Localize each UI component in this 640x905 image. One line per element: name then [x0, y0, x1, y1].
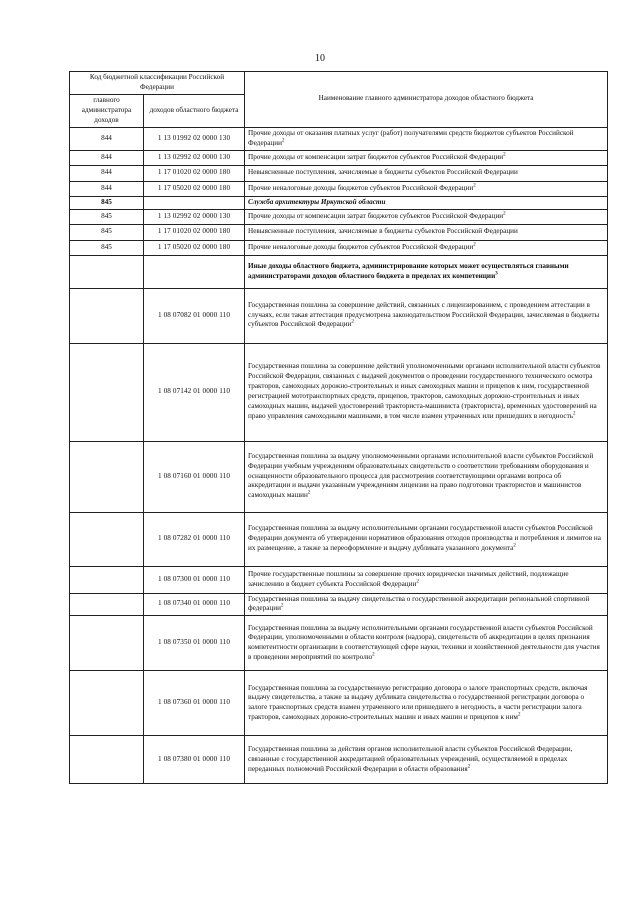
revenue-name-text: Прочие доходы от компенсации затрат бюджетов субъектов Российской Федерации — [248, 211, 504, 220]
footnote-marker: 2 — [372, 652, 375, 658]
table-body — [70, 127, 608, 784]
revenue-name-text: Служба архитектуры Иркутской области — [248, 197, 386, 206]
admin-code-cell: 844 — [70, 181, 144, 196]
revenue-name-text: Прочие доходы от оказания платных услуг (работ) получателями средств бюджетов субъектов Российской Федерации — [248, 128, 574, 147]
admin-code-cell — [70, 441, 144, 512]
revenue-name-cell — [245, 255, 608, 288]
income-code-cell: 1 08 07340 01 0000 110 — [144, 593, 245, 616]
revenue-name-cell — [245, 566, 608, 593]
admin-code-cell — [70, 616, 144, 671]
revenue-name-cell — [245, 127, 608, 150]
revenue-name-text: Государственная пошлина за выдачу исполнительными органами государственной власти субъектов Российской Федерации документа об утверждении нормативов образования отходов производства и потребления и лимитов на их размещение, а также за переоформление и выдачу дубликата указанного документа — [248, 524, 601, 552]
revenue-name-cell — [245, 288, 608, 343]
table-row — [70, 441, 608, 512]
admin-code-cell — [70, 288, 144, 343]
revenue-name-text: Иные доходы областного бюджета, администрирование которых может осуществляться главными администраторами доходов областного бюджета в пределах их компетенции — [248, 261, 569, 280]
income-code-cell: 1 17 05020 02 0000 180 — [144, 181, 245, 196]
footnote-marker: 2 — [280, 604, 284, 610]
table-row — [70, 196, 608, 209]
footnote-marker: 2 — [281, 138, 285, 144]
revenue-name-text: Государственная пошлина за выдачу уполномоченными органами исполнительной власти субъектов Российской Федерации учебным учреждениям образовательных свидетельств о соответствии требованиям оборудования и оснащенности образовательного процесса для рассмотрения соответствующими органами вопроса об аккредитации и выдачи указанным учреждениям лицензии на право подготовки трактористов и машинистов самоходных машин — [248, 451, 594, 500]
revenue-name-text: Государственная пошлина за совершение действий уполномоченными органами исполнительной власти субъектов Российской Федерации, связанных с выдачей документов о проведении государственного технического осмотра тракторов, самоходных дорожно-строительных и иных самоходных машин и прицепов к ним, государственной регистрацией мототранспортных средств, прицепов, тракторов, самоходных дорожно-строительных и иных самоходных машин, выдачей удостоверений тракториста-машиниста (тракториста), временных удостоверений на право управления самоходными машинами, в том числе взамен утраченных или пришедших в негодность — [248, 362, 601, 420]
header-row-group — [70, 72, 608, 95]
header-income-code: доходов областного бюджета — [144, 94, 245, 127]
table-row — [70, 566, 608, 593]
table-row — [70, 150, 608, 165]
table-row — [70, 736, 608, 784]
income-code-cell: 1 13 01992 02 0000 130 — [144, 127, 245, 150]
income-code-cell — [144, 255, 245, 288]
admin-code-cell — [70, 736, 144, 784]
footnote-marker: 2 — [473, 183, 476, 189]
income-code-cell: 1 13 02992 02 0000 130 — [144, 150, 245, 165]
income-code-cell — [144, 196, 245, 209]
footnote-marker: 2 — [573, 411, 576, 417]
revenue-name-cell — [245, 181, 608, 196]
revenue-name-text: Государственная пошлина за государственную регистрацию договора о залоге транспортных средств, включая выдачу свидетельства, а также за выдачу дубликата свидетельства о государственной регистрации договора о залоге транспортных средств взамен утраченного или пришедшего в негодность, в части регистрации залога тракторов, самоходных дорожно-строительных машин и иных машин и прицепов к ним — [248, 683, 588, 722]
table-row — [70, 165, 608, 181]
income-code-cell: 1 08 07082 01 0000 110 — [144, 288, 245, 343]
admin-code-cell — [70, 566, 144, 593]
income-code-cell: 1 08 07300 01 0000 110 — [144, 566, 245, 593]
table-row — [70, 127, 608, 150]
income-code-cell: 1 13 02992 02 0000 130 — [144, 209, 245, 224]
income-code-cell: 1 17 01020 02 0000 180 — [144, 165, 245, 181]
table-row — [70, 255, 608, 288]
admin-code-cell: 845 — [70, 209, 144, 224]
admin-code-cell — [70, 343, 144, 441]
footnote-marker: 2 — [467, 764, 471, 770]
table-row — [70, 343, 608, 441]
admin-code-cell: 844 — [70, 127, 144, 150]
revenue-name-cell — [245, 441, 608, 512]
footnote-marker: 2 — [503, 211, 506, 217]
admin-code-cell — [70, 255, 144, 288]
revenue-name-cell — [245, 512, 608, 566]
footnote-marker: 2 — [416, 579, 419, 585]
header-admin-code: главного администратора доходов — [70, 94, 144, 127]
income-code-cell: 1 08 07350 01 0000 110 — [144, 616, 245, 671]
income-code-cell: 1 08 07160 01 0000 110 — [144, 441, 245, 512]
revenue-name-cell — [245, 671, 608, 736]
table-row — [70, 671, 608, 736]
table-row — [70, 288, 608, 343]
footnote-marker: 2 — [351, 320, 354, 326]
header-code-group: Код бюджетной классификации Российской Федерации — [70, 72, 245, 95]
budget-classification-table — [69, 71, 608, 784]
income-code-cell: 1 08 07142 01 0000 110 — [144, 343, 245, 441]
admin-code-cell — [70, 593, 144, 616]
revenue-name-text: Прочие неналоговые доходы бюджетов субъектов Российской Федерации — [248, 183, 474, 192]
admin-code-cell: 845 — [70, 196, 144, 209]
revenue-name-text: Государственная пошлина за выдачу исполнительными органами государственной власти субъектов Российской Федерации, уполномоченными в области контроля (надзора), свидетельств об аккредитации в целях признания компетентности организации в соответствующей сфере науки, техники и хозяйственной деятельности для участия в проведении мероприятий по контролю — [248, 623, 600, 662]
footnote-marker: 2 — [517, 712, 521, 718]
table-row — [70, 240, 608, 255]
revenue-name-cell — [245, 240, 608, 255]
revenue-name-cell — [245, 196, 608, 209]
revenue-name-cell — [245, 150, 608, 165]
admin-code-cell: 845 — [70, 224, 144, 240]
revenue-name-text: Невыясненные поступления, зачисляемые в бюджеты субъектов Российской Федерации — [248, 168, 518, 177]
admin-code-cell: 845 — [70, 240, 144, 255]
table-row — [70, 181, 608, 196]
table-row — [70, 209, 608, 224]
admin-code-cell: 844 — [70, 165, 144, 181]
revenue-name-cell — [245, 343, 608, 441]
footnote-marker: 3 — [495, 271, 498, 277]
income-code-cell: 1 17 01020 02 0000 180 — [144, 224, 245, 240]
table-row — [70, 593, 608, 616]
footnote-marker: 2 — [513, 543, 516, 549]
revenue-name-cell — [245, 616, 608, 671]
revenue-name-text: Невыясненные поступления, зачисляемые в бюджеты субъектов Российской Федерации — [248, 227, 518, 236]
revenue-name-text: Государственная пошлина за действия органов исполнительной власти субъектов Российской Федерации, связанные с государственной аккредитацией образовательных учреждений, осуществляемой в пределах переданных полномочий Российской Федерации в области образования — [248, 744, 573, 773]
revenue-name-text: Прочие доходы от компенсации затрат бюджетов субъектов Российской Федерации — [248, 152, 504, 161]
income-code-cell: 1 08 07282 01 0000 110 — [144, 512, 245, 566]
income-code-cell: 1 17 05020 02 0000 180 — [144, 240, 245, 255]
admin-code-cell — [70, 671, 144, 736]
revenue-name-cell — [245, 224, 608, 240]
revenue-name-text: Прочие государственные пошлины за совершение прочих юридически значимых действий, подлежащие зачислению в бюджет субъекта Российской Федерации — [248, 569, 569, 588]
revenue-name-cell — [245, 209, 608, 224]
table-row — [70, 616, 608, 671]
footnote-marker: 2 — [503, 152, 506, 158]
revenue-name-cell — [245, 165, 608, 181]
income-code-cell: 1 08 07360 01 0000 110 — [144, 671, 245, 736]
admin-code-cell — [70, 512, 144, 566]
footnote-marker: 2 — [307, 491, 311, 497]
table-row — [70, 224, 608, 240]
footnote-marker: 2 — [473, 242, 476, 248]
header-admin-name: Наименование главного администратора доходов областного бюджета — [245, 72, 608, 128]
revenue-name-text: Государственная пошлина за выдачу свидетельства о государственной аккредитации региональной спортивной федерации — [248, 594, 590, 613]
revenue-name-text: Прочие неналоговые доходы бюджетов субъектов Российской Федерации — [248, 242, 474, 251]
page-number: 10 — [315, 53, 325, 64]
revenue-name-cell — [245, 593, 608, 616]
revenue-name-text: Государственная пошлина за совершение действий, связанных с лицензированием, с проведением аттестации в случаях, если такая аттестация предусмотрена законодательством Российской Федерации, зачисляемая в бюджеты субъектов Российской Федерации — [248, 300, 600, 329]
revenue-name-cell — [245, 736, 608, 784]
income-code-cell: 1 08 07380 01 0000 110 — [144, 736, 245, 784]
table-row — [70, 512, 608, 566]
admin-code-cell: 844 — [70, 150, 144, 165]
